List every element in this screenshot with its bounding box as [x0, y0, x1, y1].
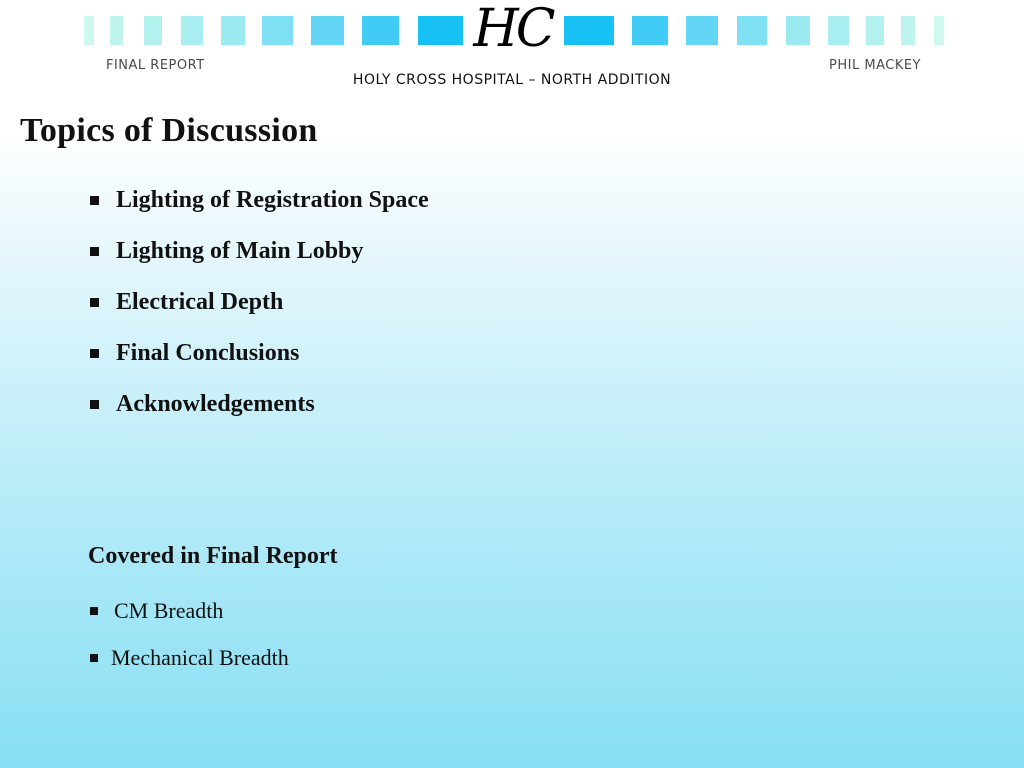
covered-item	[88, 644, 289, 691]
square-bullet-icon	[90, 349, 99, 358]
square-bullet-icon	[90, 607, 98, 615]
header-author-label: PHIL MACKEY	[829, 58, 921, 73]
square-bullet-icon	[90, 247, 99, 256]
header-final-report-label: FINAL REPORT	[106, 58, 205, 73]
topic-label: Acknowledgements	[116, 391, 315, 417]
slide-title: Topics of Discussion	[20, 112, 318, 149]
covered-list	[88, 597, 289, 691]
covered-heading: Covered in Final Report	[88, 543, 338, 569]
topic-item	[88, 184, 429, 235]
topic-item	[88, 286, 429, 337]
covered-item	[88, 597, 289, 644]
topic-label: Final Conclusions	[116, 340, 300, 366]
topic-label: Lighting of Registration Space	[116, 187, 429, 213]
topic-item	[88, 235, 429, 286]
square-bullet-icon	[90, 298, 99, 307]
topic-label: Electrical Depth	[116, 289, 284, 315]
header-project-label: HOLY CROSS HOSPITAL – NORTH ADDITION	[352, 72, 672, 88]
topic-label: Lighting of Main Lobby	[116, 238, 364, 264]
covered-item-label: CM Breadth	[114, 598, 224, 623]
topic-item	[88, 388, 429, 439]
topics-list	[88, 184, 429, 439]
covered-item-label: Mechanical Breadth	[111, 645, 289, 670]
hc-logo: HC	[473, 0, 553, 59]
square-bullet-icon	[90, 654, 98, 662]
square-bullet-icon	[90, 400, 99, 409]
topic-item	[88, 337, 429, 388]
square-bullet-icon	[90, 196, 99, 205]
